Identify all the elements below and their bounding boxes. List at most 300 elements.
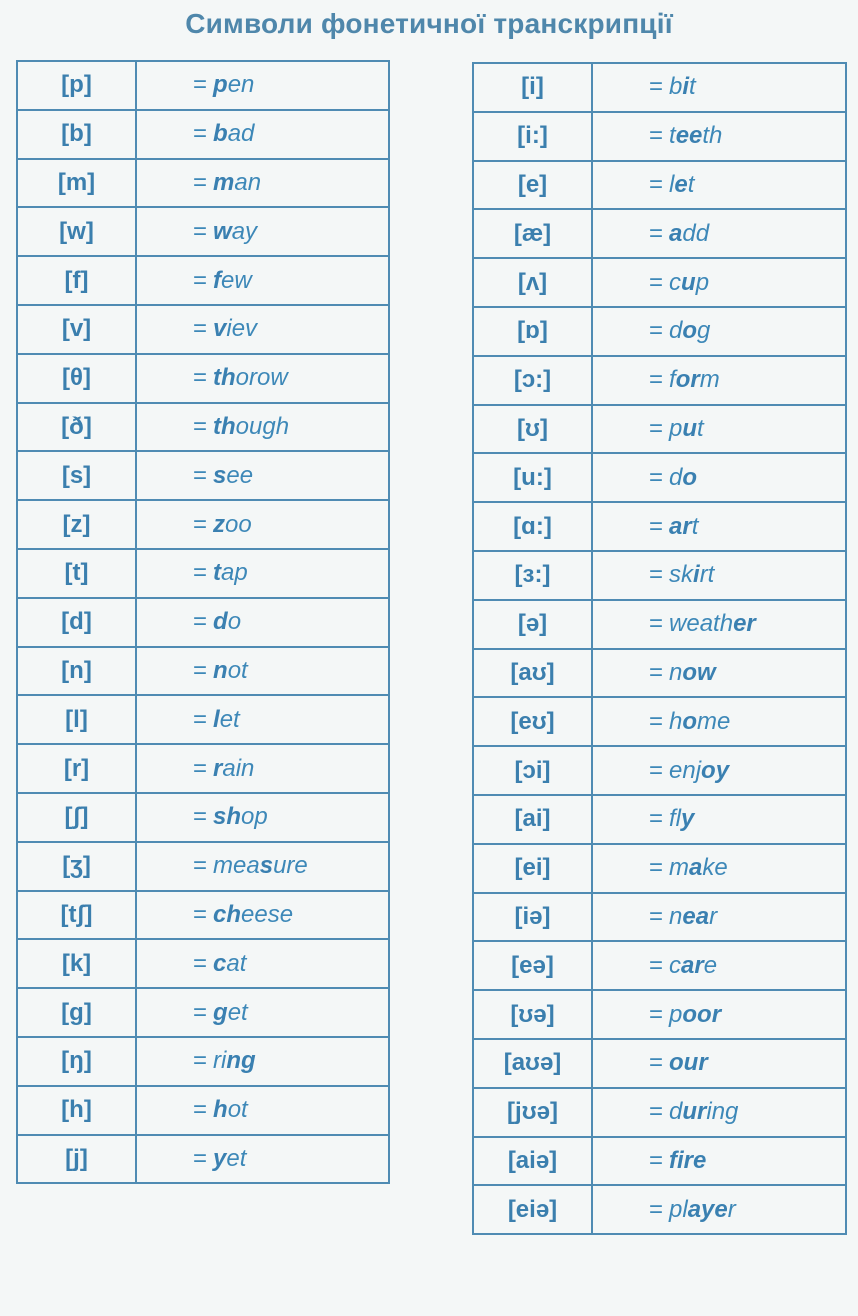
word-part: ee [226,461,254,489]
highlighted-letters: oy [701,756,730,784]
consonant-row [17,939,389,988]
highlighted-letters: z [213,510,226,538]
equals-sign: = [193,71,208,99]
phonetic-symbol: [g] [17,988,136,1037]
highlighted-letters: l [213,705,220,733]
phonetic-symbol: [ʌ] [473,258,592,307]
phonetic-symbol: [r] [17,744,136,793]
word-part: an [234,168,262,196]
example-word [136,939,389,988]
example-word [136,891,389,940]
phonetic-symbol: [ʊ] [473,405,592,454]
example-word [136,842,389,891]
example-word [592,502,846,551]
highlighted-letters: s [259,852,274,880]
word-part: t [697,414,704,442]
consonant-row [17,695,389,744]
vowel-row [473,1088,846,1137]
equals-sign: = [193,120,208,148]
highlighted-letters: u [682,414,698,442]
word-part: oo [225,510,252,538]
highlighted-letters: h [213,1096,228,1124]
word-part: et [226,1144,247,1172]
example-word [592,551,846,600]
consonant-row [17,403,389,452]
phonetic-symbol: [d] [17,598,136,647]
word-part: o [227,608,242,636]
example-word [136,647,389,696]
word-part: ke [702,854,728,882]
word-part: b [669,73,683,101]
example-word [592,63,846,112]
example-word [136,695,389,744]
equals-sign: = [193,900,208,928]
phonetic-symbol: [t] [17,549,136,598]
highlighted-letters: r [213,754,223,782]
equals-sign: = [193,1047,208,1075]
word-part: t [689,73,696,101]
vowel-row [473,112,846,161]
phonetic-symbol: [ei] [473,844,592,893]
example-word [136,549,389,598]
phonetic-symbol: [ð] [17,403,136,452]
highlighted-letters: n [213,656,228,684]
vowel-row [473,161,846,210]
word-part: t [687,170,695,198]
word-part: ay [231,217,258,245]
consonant-row [17,1086,389,1135]
example-word [592,746,846,795]
phonetic-symbol: [e] [473,161,592,210]
word-part: mea [213,852,260,880]
phonetic-symbol: [h] [17,1086,136,1135]
word-part: en [227,71,255,99]
equals-sign: = [649,1000,664,1028]
phonetic-symbol: [ʃ] [17,793,136,842]
word-part: fl [669,805,682,833]
word-part: c [669,951,682,979]
word-part: d [669,1098,683,1126]
equals-sign: = [193,461,208,489]
equals-sign: = [649,414,664,442]
equals-sign: = [193,364,208,392]
equals-sign: = [649,951,664,979]
highlighted-letters: ar [681,951,704,979]
phonetic-symbol: [aʊə] [473,1039,592,1088]
word-part: r [727,1195,736,1223]
phonetic-symbol: [z] [17,500,136,549]
equals-sign: = [193,1144,208,1172]
highlighted-letters: ur [682,1098,707,1126]
word-part: op [241,803,268,831]
phonetic-symbol: [b] [17,110,136,159]
phonetic-symbol: [i] [473,63,592,112]
example-word [136,256,389,305]
phonetic-symbol: [k] [17,939,136,988]
highlighted-letters: i [682,73,690,101]
highlighted-letters: f [213,266,222,294]
equals-sign: = [193,168,208,196]
highlighted-letters: our [669,1049,708,1077]
phonetic-symbol: [æ] [473,209,592,258]
word-part: ure [273,852,308,880]
equals-sign: = [193,266,208,294]
word-part: orow [235,364,288,392]
consonant-row [17,793,389,842]
example-word [592,161,846,210]
consonant-row [17,451,389,500]
equals-sign: = [649,1098,664,1126]
highlighted-letters: ar [669,512,692,540]
phonetic-symbol: [j] [17,1135,136,1184]
phonetic-symbol: [ʊə] [473,990,592,1039]
highlighted-letters: t [213,559,222,587]
consonant-row [17,256,389,305]
example-word [136,744,389,793]
example-word [592,941,846,990]
highlighted-letters: th [213,364,236,392]
word-part: weath [669,610,734,638]
example-word [136,500,389,549]
page-title: Символи фонетичної транскрипції [185,8,673,39]
highlighted-letters: fire [669,1146,707,1174]
example-word [592,600,846,649]
example-word [592,307,846,356]
equals-sign: = [649,610,664,638]
phonetic-symbol: [iə] [473,893,592,942]
phonetic-symbol: [ɑ:] [473,502,592,551]
word-part: g [697,317,711,345]
consonant-row [17,891,389,940]
vowel-row [473,405,846,454]
highlighted-letters: th [213,412,236,440]
word-part: ri [213,1047,227,1075]
word-part: ing [706,1098,739,1126]
vowel-row [473,893,846,942]
consonant-row [17,988,389,1037]
consonant-row [17,549,389,598]
equals-sign: = [649,1049,664,1077]
phonetic-symbol: [eiə] [473,1185,592,1234]
example-word [136,403,389,452]
example-word [136,1086,389,1135]
equals-sign: = [649,463,664,491]
vowel-row [473,356,846,405]
equals-sign: = [649,1195,664,1223]
word-part: et [227,998,248,1026]
example-word [592,356,846,405]
word-part: me [697,707,731,735]
equals-sign: = [193,656,208,684]
equals-sign: = [193,559,208,587]
example-word [136,988,389,1037]
consonant-row [17,744,389,793]
phonetic-symbol: [ai] [473,795,592,844]
phonetic-symbol: [ɜ:] [473,551,592,600]
vowel-row [473,697,846,746]
phonetic-symbol: [ɒ] [473,307,592,356]
phonetic-symbol: [m] [17,159,136,208]
example-word [136,1135,389,1184]
highlighted-letters: u [681,268,696,296]
word-part: c [669,268,682,296]
example-word [592,112,846,161]
vowel-row [473,600,846,649]
highlighted-letters: b [213,120,228,148]
highlighted-letters: p [213,71,228,99]
equals-sign: = [649,122,664,150]
equals-sign: = [193,510,208,538]
vowel-row [473,795,846,844]
word-part: ew [221,266,252,294]
vowel-row [473,649,846,698]
word-part: ough [235,412,290,440]
highlighted-letters: y [681,805,695,833]
consonant-row [17,1135,389,1184]
example-word [136,110,389,159]
equals-sign: = [193,998,208,1026]
equals-sign: = [193,852,208,880]
equals-sign: = [193,803,208,831]
word-part: n [669,658,683,686]
example-word [592,893,846,942]
highlighted-letters: m [213,168,235,196]
phonetic-symbol: [ʒ] [17,842,136,891]
equals-sign: = [649,805,664,833]
highlighted-letters: sh [213,803,242,831]
phonetic-symbol: [l] [17,695,136,744]
example-word [136,207,389,256]
word-part: d [669,317,683,345]
phonetic-symbol: [eʊ] [473,697,592,746]
vowel-row [473,209,846,258]
phonetic-symbol: [w] [17,207,136,256]
word-part: f [669,366,676,394]
phonetic-symbol: [f] [17,256,136,305]
highlighted-letters: a [689,854,703,882]
vowel-row [473,990,846,1039]
consonant-row [17,110,389,159]
equals-sign: = [649,219,664,247]
word-part: eese [241,900,294,928]
equals-sign: = [193,412,208,440]
equals-sign: = [649,268,664,296]
consonant-row [17,842,389,891]
phonetic-symbol: [aʊ] [473,649,592,698]
consonant-row [17,647,389,696]
example-word [136,305,389,354]
phonetic-symbol: [i:] [473,112,592,161]
phonetic-symbol: [ŋ] [17,1037,136,1086]
example-word [136,793,389,842]
consonant-row [17,207,389,256]
example-word [592,1088,846,1137]
phonetic-symbol: [ə] [473,600,592,649]
example-word [136,61,389,110]
highlighted-letters: g [213,998,228,1026]
vowel-row [473,1137,846,1186]
highlighted-letters: o [682,317,698,345]
word-part: pl [669,1195,688,1223]
word-part: ain [222,754,255,782]
highlighted-letters: ow [682,658,716,686]
example-word [592,453,846,502]
vowels-table [472,62,847,1235]
equals-sign: = [649,512,664,540]
phonetic-symbol: [s] [17,451,136,500]
consonants-table [16,60,390,1184]
highlighted-letters: oor [682,1000,722,1028]
word-part: r [709,902,718,930]
word-part: rt [699,561,715,589]
highlighted-letters: w [213,217,232,245]
highlighted-letters: ee [675,122,703,150]
equals-sign: = [193,1096,208,1124]
word-part: th [702,122,723,150]
vowel-row [473,551,846,600]
example-word [592,697,846,746]
example-word [136,354,389,403]
vowel-row [473,941,846,990]
highlighted-letters: a [669,219,683,247]
equals-sign: = [649,707,664,735]
consonant-row [17,1037,389,1086]
example-word [592,405,846,454]
consonant-row [17,354,389,403]
vowel-row [473,1039,846,1088]
vowel-row [473,746,846,795]
word-part: l [669,170,675,198]
consonant-row [17,305,389,354]
phonetic-symbol: [p] [17,61,136,110]
highlighted-letters: ea [682,902,710,930]
example-word [592,1039,846,1088]
equals-sign: = [649,561,664,589]
word-part: ot [227,656,248,684]
equals-sign: = [649,73,664,101]
word-part: dd [682,219,710,247]
word-part: ap [221,559,248,587]
highlighted-letters: ng [226,1047,256,1075]
equals-sign: = [193,754,208,782]
phonetic-symbol: [tʃ] [17,891,136,940]
word-part: h [669,707,683,735]
consonant-row [17,159,389,208]
vowel-row [473,63,846,112]
word-part: p [669,414,683,442]
word-part: m [699,366,720,394]
equals-sign: = [649,317,664,345]
equals-sign: = [649,170,664,198]
example-word [592,990,846,1039]
word-part: p [695,268,710,296]
vowels-table-body [473,63,846,1234]
highlighted-letters: aye [687,1195,728,1223]
phonetic-symbol: [jʊə] [473,1088,592,1137]
highlighted-letters: o [682,707,698,735]
highlighted-letters: o [682,463,698,491]
word-part: t [691,512,699,540]
phonetic-symbol: [u:] [473,453,592,502]
example-word [592,1185,846,1234]
equals-sign: = [649,854,664,882]
highlighted-letters: s [213,461,227,489]
highlighted-letters: or [675,366,700,394]
highlighted-letters: ch [213,900,242,928]
example-word [592,844,846,893]
equals-sign: = [193,217,208,245]
example-word [592,795,846,844]
consonants-table-body [17,61,389,1183]
vowel-row [473,844,846,893]
vowel-row [473,502,846,551]
highlighted-letters: e [674,170,688,198]
example-word [136,1037,389,1086]
equals-sign: = [649,756,664,784]
phonetic-symbol: [ɔi] [473,746,592,795]
phonetic-symbol: [aiə] [473,1137,592,1186]
highlighted-letters: y [213,1144,227,1172]
consonant-row [17,61,389,110]
equals-sign: = [193,315,208,343]
equals-sign: = [649,902,664,930]
example-word [136,451,389,500]
word-part: sk [669,561,694,589]
equals-sign: = [649,366,664,394]
highlighted-letters: d [213,608,228,636]
equals-sign: = [649,658,664,686]
example-word [592,209,846,258]
phonetic-symbol: [n] [17,647,136,696]
vowel-row [473,453,846,502]
highlighted-letters: v [213,315,227,343]
word-part: at [226,949,247,977]
consonant-row [17,500,389,549]
equals-sign: = [193,705,208,733]
phonetic-symbol: [v] [17,305,136,354]
phonetic-symbol: [θ] [17,354,136,403]
vowel-row [473,258,846,307]
word-part: iev [226,315,258,343]
equals-sign: = [193,608,208,636]
word-part: ot [227,1096,248,1124]
equals-sign: = [193,949,208,977]
word-part: p [669,1000,683,1028]
highlighted-letters: er [733,610,756,638]
word-part: enj [669,756,702,784]
phonetic-symbol: [ɔ:] [473,356,592,405]
word-part: et [219,705,240,733]
highlighted-letters: c [213,949,227,977]
example-word [136,598,389,647]
consonant-row [17,598,389,647]
word-part: t [669,122,676,150]
example-word [592,258,846,307]
example-word [592,649,846,698]
example-word [592,1137,846,1186]
word-part: m [669,854,690,882]
example-word [136,159,389,208]
word-part: d [669,463,683,491]
equals-sign: = [649,1146,664,1174]
word-part: ad [227,120,255,148]
word-part: e [703,951,718,979]
word-part: n [669,902,683,930]
phonetic-symbol: [eə] [473,941,592,990]
highlighted-letters: i [693,561,700,589]
vowel-row [473,1185,846,1234]
vowel-row [473,307,846,356]
